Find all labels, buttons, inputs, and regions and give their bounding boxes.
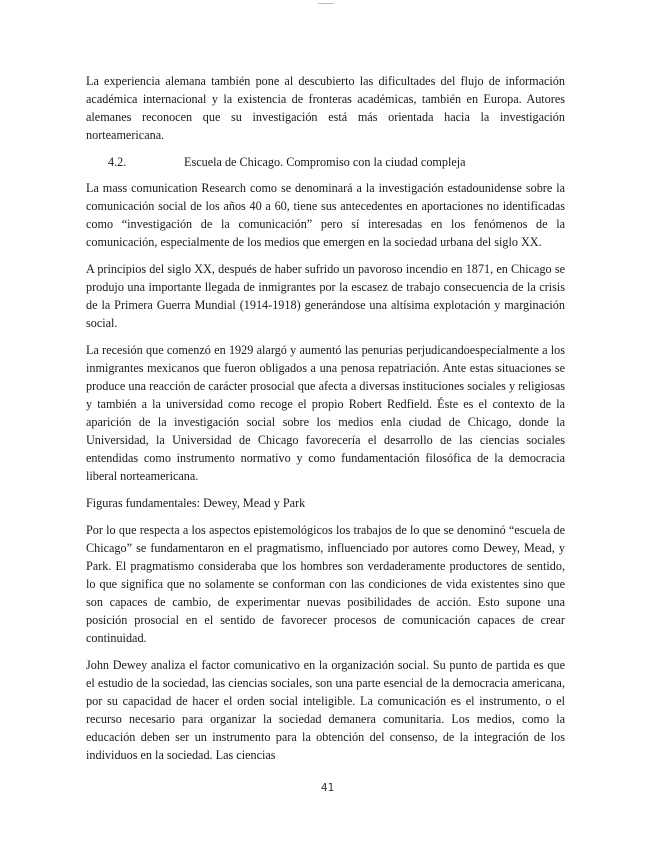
paragraph-mass-communication: La mass comunication Research como se denominará a la investigación estadounidense sobre la comunicación social de los años 40 a 60, tiene sus antecedentes en aportaciones no identificadas como “investigación de la comunicación” pero sí interesadas en los fenómenos de la comunicación, especialmente de los medios que emergen en la sociedad urbana del siglo XX. <box>86 181 565 249</box>
subheading-key-figures: Figuras fundamentales: Dewey, Mead y Park <box>86 496 306 510</box>
paragraph-chicago-history: A principios del siglo XX, después de haber sufrido un pavoroso incendio en 1871, en Chicago se produjo una importante llegada de inmigrantes por la escasez de trabajo consecuencia de la crisis de la Primera Guerra Mundial (1914-1918) generándose una altísima explotación y marginación social. <box>86 262 565 330</box>
paragraph-recession: La recesión que comenzó en 1929 alargó y aumentó las penurias perjudicandoespecialmente a los inmigrantes mexicanos que fueron obligados a una penosa repatriación. Ante estas situaciones se produce una reacción de carácter prosocial que afecta a diversas instituciones sociales y religiosas y también a la universidad como recoge el propio Robert Redfield. Éste es el contexto de la aparición de la investigación social sobre los medios enla ciudad de Chicago, donde la Universidad, la Universidad de Chicago favorecería el desarrollo de las ciencias sociales entendidas como instrumento normativo y como fundamentación filosófica de la democracia liberal norteamericana. <box>86 343 565 483</box>
section-heading <box>86 153 565 171</box>
page-number: 41 <box>320 781 335 794</box>
section-number: 4.2. <box>108 155 127 169</box>
document-page <box>86 72 565 773</box>
section-title: Escuela de Chicago. Compromiso con la ciudad compleja <box>184 155 466 169</box>
header-mark <box>318 0 334 4</box>
paragraph-pragmatism: Por lo que respecta a los aspectos epistemológicos los trabajos de lo que se denominó “escuela de Chicago” se fundamentaron en el pragmatismo, influenciado por autores como Dewey, Mead, y Park. El pragmatismo consideraba que los hombres son verdaderamente productores de sentido, lo que significa que no solamente se conforman con las condiciones de vida existentes sino que son capaces de cambio, de experimentar nuevas posibilidades de acción. Esto supone una posición prosocial en el sentido de favorecer procesos de comunicación capaces de crear continuidad. <box>86 523 565 645</box>
paragraph-german-experience: La experiencia alemana también pone al descubierto las dificultades del flujo de información académica internacional y la existencia de fronteras académicas, también en Europa. Autores alemanes reconocen que su investigación está más orientada hacia la investigación norteamericana. <box>86 74 565 142</box>
paragraph-dewey: John Dewey analiza el factor comunicativo en la organización social. Su punto de partida es que el estudio de la sociedad, las ciencias sociales, son una parte esencial de la democracia americana, por su capacidad de hacer el orden social inteligible. La comunicación es el instrumento, o el recurso necesario para organizar la sociedad demanera comunitaria. Los medios, como la educación deben ser un instrumento para la obtención del consenso, de la integración de los individuos en la sociedad. Las ciencias <box>86 658 565 762</box>
